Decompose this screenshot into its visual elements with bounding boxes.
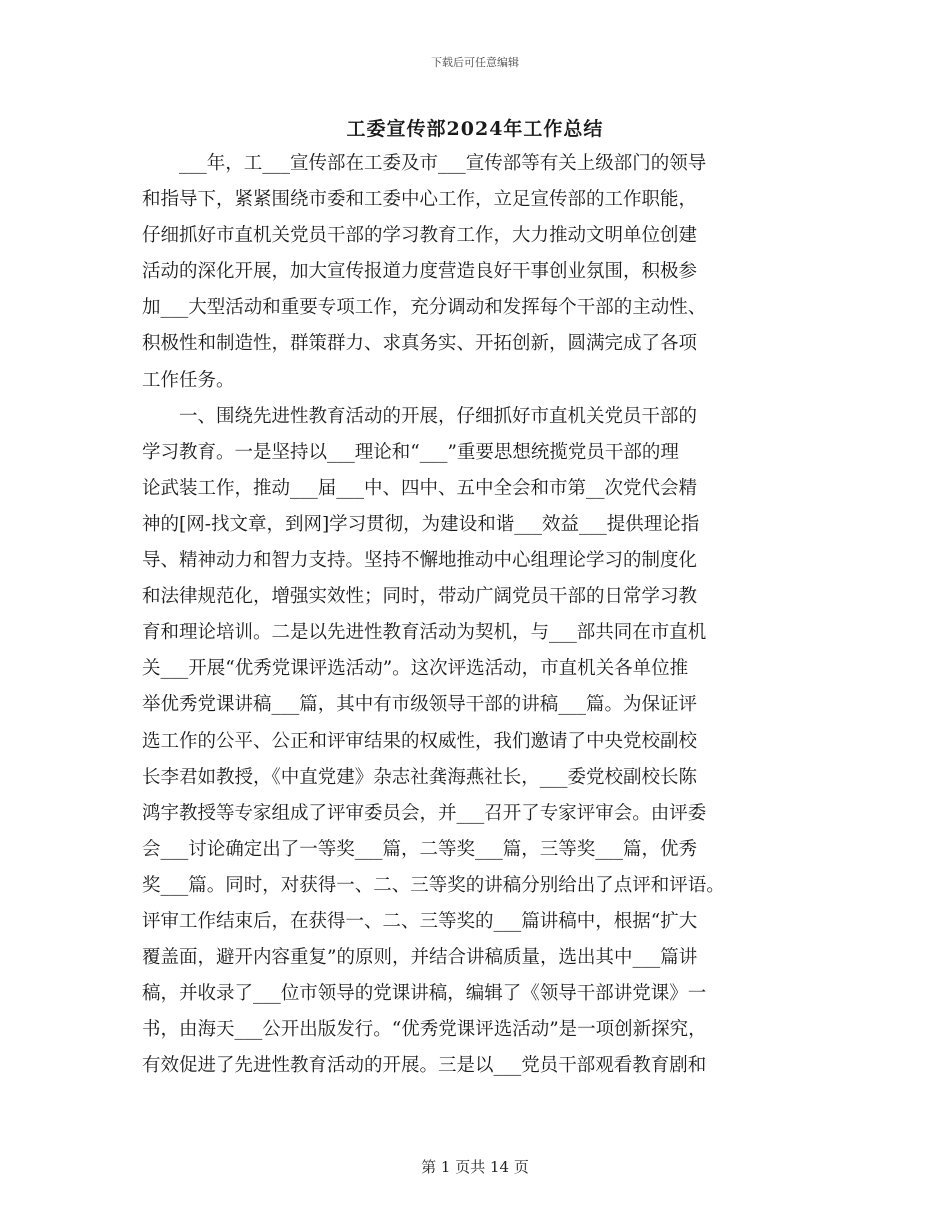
body-line: 覆盖面，避开内容重复”的原则，并结合讲稿质量，选出其中___篇讲	[142, 947, 698, 969]
body-line: 长李君如教授，《中直党建》杂志社龚海燕社长，___委党校副校长陈	[142, 766, 698, 788]
body-line: 有效促进了先进性教育活动的开展。三是以___党员干部观看教育剧和	[142, 1055, 707, 1077]
body-line: 工作任务。	[142, 369, 235, 391]
header-note: 下载后可任意编辑	[431, 56, 519, 69]
page-footer: 第 1 页共 14 页	[421, 1158, 529, 1176]
body-line: 学习教育。一是坚持以___理论和“___”重要思想统揽党员干部的理	[142, 441, 679, 463]
body-line: 选工作的公平、公正和评审结果的权威性，我们邀请了中央党校副校	[142, 730, 698, 752]
body-line: 和法律规范化，增强实效性；同时，带动广阔党员干部的日常学习教	[142, 586, 698, 608]
document-body	[142, 146, 812, 1084]
body-line: 加___大型活动和重要专项工作，充分调动和发挥每个干部的主动性、	[142, 297, 707, 319]
body-line: 神的[网-找文章，到网]学习贯彻，为建设和谐___效益___提供理论指	[142, 513, 700, 535]
body-line: 积极性和制造性，群策群力、求真务实、开拓创新，圆满完成了各项	[142, 333, 698, 355]
body-line: 一、围绕先进性教育活动的开展，仔细抓好市直机关党员干部的	[142, 405, 698, 427]
body-line: 会___讨论确定出了一等奖___篇，二等奖___篇，三等奖___篇，优秀	[142, 838, 698, 860]
body-line: 稿，并收录了___位市领导的党课讲稿，编辑了《领导干部讲党课》一	[142, 983, 707, 1005]
body-line: 书，由海天___公开出版发行。“优秀党课评选活动”是一项创新探究，	[142, 1019, 707, 1041]
body-line: 仔细抓好市直机关党员干部的学习教育工作，大力推动文明单位创建	[142, 225, 698, 247]
body-line: 导、精神动力和智力支持。坚持不懈地推动中心组理论学习的制度化	[142, 550, 698, 572]
body-line: 和指导下，紧紧围绕市委和工委中心工作，立足宣传部的工作职能，	[142, 189, 698, 211]
body-line: 评审工作结束后，在获得一、二、三等奖的___篇讲稿中，根据“扩大	[142, 910, 698, 932]
body-line: 鸿宇教授等专家组成了评审委员会，并___召开了专家评审会。由评委	[142, 802, 707, 824]
body-line: 举优秀党课讲稿___篇，其中有市级领导干部的讲稿___篇。为保证评	[142, 694, 698, 716]
body-line: ___年，工___宣传部在工委及市___宣传部等有关上级部门的领导	[142, 153, 707, 174]
body-line: 关___开展“优秀党课评选活动”。这次评选活动，市直机关各单位推	[142, 658, 689, 680]
body-line: 论武装工作，推动___届___中、四中、五中全会和市第__次党代会精	[142, 477, 698, 499]
body-line: 育和理论培训。二是以先进性教育活动为契机，与___部共同在市直机	[142, 622, 707, 644]
body-line: 活动的深化开展，加大宣传报道力度营造良好干事创业氛围，积极参	[142, 261, 698, 283]
page-title: 工委宣传部2024年工作总结	[346, 118, 604, 140]
body-line: 奖___篇。同时，对获得一、二、三等奖的讲稿分别给出了点评和评语。	[142, 874, 725, 896]
